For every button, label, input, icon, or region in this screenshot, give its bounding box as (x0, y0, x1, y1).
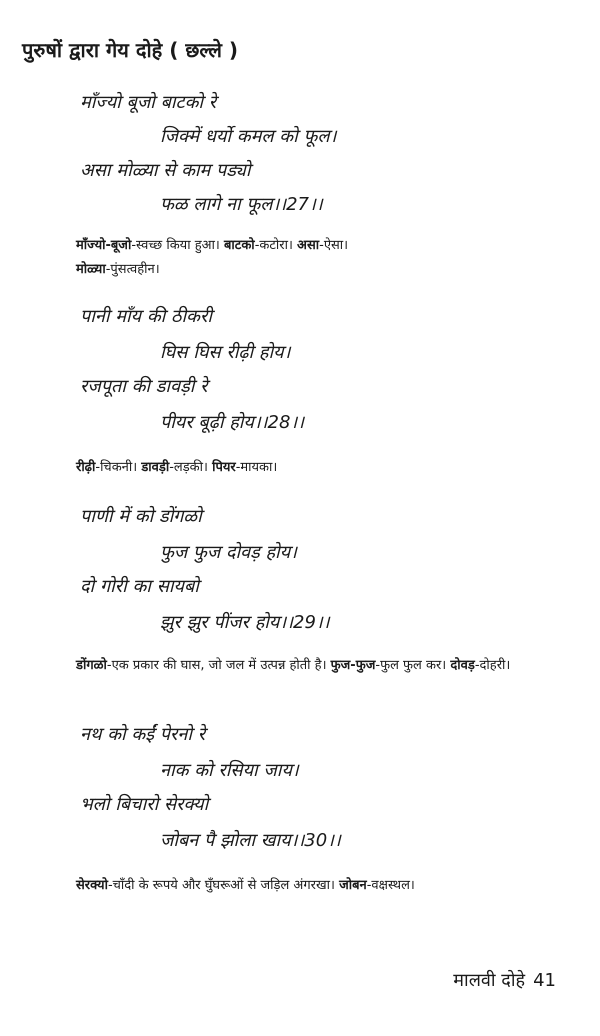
gloss-term: रीढ़ी (76, 460, 96, 475)
gloss-meaning: -कटोरा। (254, 238, 298, 253)
gloss-meaning: -लड़की। (169, 460, 213, 475)
gloss-meaning: -दोहरी। (474, 658, 511, 673)
section-heading: पुरुषों द्वारा गेय दोहे ( छल्ले ) (22, 38, 239, 62)
verse-1-line-2: जिक्में धर्यो कमल को फूल। (160, 126, 337, 147)
gloss-term: बाटको (223, 238, 255, 253)
verse-2-line-1: पानी माँय की ठीकरी (80, 306, 213, 327)
gloss-term: मोळ्या (76, 262, 106, 277)
gloss-term: डावड़ी (141, 460, 170, 475)
book-title: मालवी दोहे (453, 970, 526, 991)
verse-2-line-4: पीयर बूढ़ी होय।।28।। (160, 412, 305, 433)
verse-2-gloss (76, 456, 556, 480)
verse-3-line-3: दो गोरी का सायबो (80, 576, 199, 597)
gloss-meaning: -ऐसा। (319, 238, 349, 253)
verse-3-line-4: झुर झुर पींजर होय।।29।। (160, 612, 330, 633)
verse-3-line-2: फुज फुज दोवड़ होय। (160, 542, 297, 563)
verse-1-line-1: माँज्यो बूजो बाटको रे (80, 92, 217, 113)
gloss-term: सेरक्यो (76, 878, 108, 893)
gloss-meaning: -चिकनी। (95, 460, 142, 475)
gloss-meaning: -चाँदी के रूपये और घुँघरूओं से जड़िल अंगरखा। (107, 878, 340, 893)
verse-4-line-4: जोबन पै झोला खाय।।30।। (160, 830, 341, 851)
page-footer (453, 968, 556, 992)
page-number: 41 (533, 970, 556, 991)
gloss-term: माँज्यो-बूजो (76, 238, 132, 253)
gloss-meaning: -पुंसत्वहीन। (105, 262, 160, 277)
verse-2-line-3: रजपूता की डावड़ी रे (80, 376, 208, 397)
verse-1-line-4: फळ लागे ना फूल।।27।। (160, 194, 323, 215)
gloss-meaning: -स्वच्छ किया हुआ। (131, 238, 224, 253)
gloss-term: जोबन (339, 878, 367, 893)
gloss-meaning: -वक्षस्थल। (366, 878, 415, 893)
verse-4-line-1: नथ को कईं पेरनो रे (80, 724, 206, 745)
gloss-term: डोंगळो (76, 658, 107, 673)
verse-4-line-3: भलो बिचारो सेरक्यो (80, 794, 209, 815)
verse-4-gloss (76, 874, 556, 898)
verse-4-line-2: नाक को रसिया जाय। (160, 760, 299, 781)
gloss-meaning: -फुल फुल कर। (375, 658, 451, 673)
verse-2-line-2: घिस घिस रीढ़ी होय। (160, 342, 291, 363)
gloss-meaning: -मायका। (235, 460, 278, 475)
gloss-term: दोवड़ (450, 658, 475, 673)
verse-1-gloss (76, 234, 556, 282)
verse-3-gloss (76, 654, 556, 678)
gloss-meaning: -एक प्रकार की घास, जो जल में उत्पन्न होती है। (106, 658, 331, 673)
gloss-term: फुज-फुज (330, 658, 376, 673)
verse-1-line-3: असा मोळ्या से काम पड्यो (80, 160, 251, 181)
gloss-term: असा (297, 238, 320, 253)
gloss-term: पियर (212, 460, 236, 475)
verse-3-line-1: पाणी में को डोंगळो (80, 506, 202, 527)
